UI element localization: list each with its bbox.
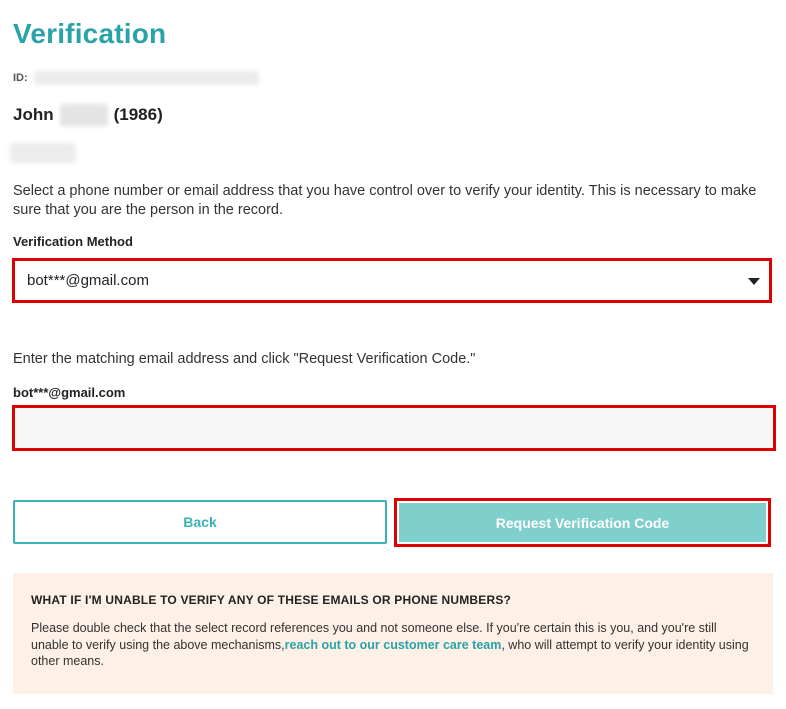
record-detail-redacted: [10, 143, 76, 163]
verification-method-value: bot***@gmail.com: [27, 272, 149, 289]
help-body-text: Please double check that the select record references you and not someone else. If you're certain this is you, and you're still unable to verify using the above mechanisms,: [31, 621, 717, 652]
help-body-text-end: , who will attempt to verify your identity using other means.: [31, 637, 749, 668]
request-button-highlight: [394, 498, 771, 547]
customer-care-link[interactable]: reach out to our customer care team: [284, 637, 502, 652]
verification-description: Select a phone number or email address that you have control over to verify your identity. This is necessary to make sure that you are the person in the record.: [13, 183, 757, 218]
verification-method-select[interactable]: [12, 258, 772, 303]
first-name: John: [13, 105, 54, 124]
last-name-redacted: [60, 104, 108, 126]
verification-method-label: Verification Method: [13, 234, 133, 249]
help-panel: [13, 573, 773, 694]
chevron-down-icon: [748, 278, 760, 285]
birth-year: (1986): [113, 105, 163, 124]
page-title: Verification: [13, 18, 167, 49]
record-id-redacted: [34, 71, 259, 85]
record-id-row: [13, 71, 259, 85]
record-id-label: ID:: [13, 72, 28, 84]
record-name: [13, 104, 163, 126]
help-body: [31, 620, 755, 670]
help-title: WHAT IF I'M UNABLE TO VERIFY ANY OF THESE EMAILS OR PHONE NUMBERS?: [31, 593, 512, 607]
email-field-label: bot***@gmail.com: [13, 385, 126, 400]
email-field[interactable]: [12, 405, 776, 451]
back-button[interactable]: Back: [13, 500, 387, 544]
request-verification-code-button[interactable]: Request Verification Code: [399, 503, 766, 542]
email-instruction: Enter the matching email address and click "Request Verification Code.": [13, 351, 476, 367]
